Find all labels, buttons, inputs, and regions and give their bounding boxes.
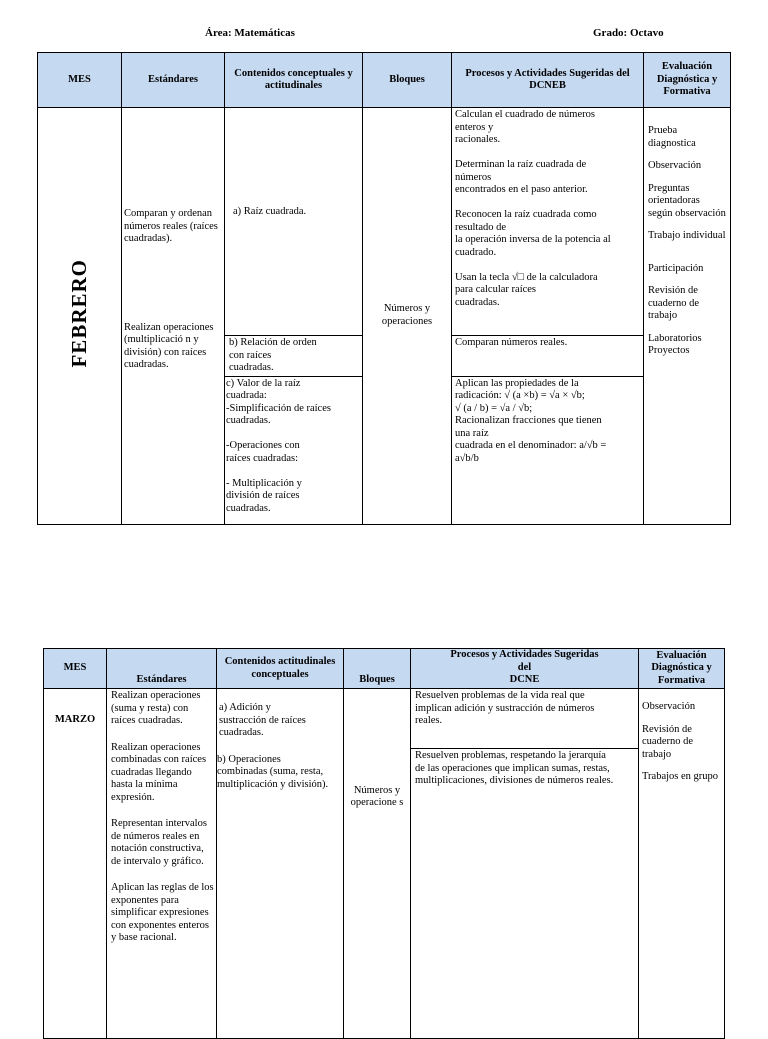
header-evaluacion: Evaluación Diagnóstica y Formativa bbox=[639, 649, 725, 689]
content-item: b) Relación de orden con raíces cuadradas. bbox=[229, 337, 317, 373]
process-item: Calculan el cuadrado de números enteros y racionales. Determinan la raíz cuadrada de números encontrados en el paso anterior. Reconocen la raíz cuadrada como resultado de la operación inversa de la potencia al cuadrado. Usan la tecla √□ de la calculadora para calcular raíces cuadradas. bbox=[455, 109, 611, 308]
month-cell bbox=[38, 108, 122, 525]
header-contenidos: Contenidos conceptuales y actitudinales bbox=[225, 53, 363, 108]
content-cell bbox=[225, 376, 363, 524]
standard-item: Comparan y ordenan números reales (raíces cuadradas). bbox=[124, 208, 218, 244]
header-mes: MES bbox=[38, 53, 122, 108]
block-label: Números y operacione s bbox=[350, 784, 404, 808]
block-cell bbox=[344, 689, 411, 1039]
header-estandares: Estándares bbox=[107, 649, 217, 689]
plan-table-march bbox=[43, 648, 725, 1039]
process-cell bbox=[452, 108, 644, 336]
standard-item: Representan intervalos de números reales en notación constructiva, de intervalo y gráfico. bbox=[111, 818, 207, 867]
standard-item: Aplican las reglas de los exponentes para simplificar expresiones con exponentes enteros y base racional. bbox=[111, 882, 214, 943]
content-item: a) Raíz cuadrada. bbox=[233, 206, 307, 217]
header-procesos: Procesos y Actividades Sugeridas del DCNEB bbox=[452, 53, 644, 108]
content-cell bbox=[225, 108, 363, 336]
process-item: Comparan números reales. bbox=[455, 337, 568, 348]
plan-table-february bbox=[37, 52, 731, 525]
evaluation-item: Observación bbox=[648, 160, 702, 171]
grade-label: Grado: Octavo bbox=[593, 27, 664, 39]
header-procesos: Procesos y Actividades Sugeridas del DCNE bbox=[411, 649, 639, 689]
block-label: Números y operaciones bbox=[381, 303, 433, 327]
process-cell bbox=[411, 689, 639, 749]
content-item: a) Adición y sustracción de raíces cuadradas. bbox=[219, 702, 306, 738]
content-item: b) Operaciones combinadas (suma, resta, multiplicación y división). bbox=[217, 753, 329, 790]
header-bloques: Bloques bbox=[344, 649, 411, 689]
evaluation-item: Trabajo individual bbox=[648, 230, 726, 241]
content-cell bbox=[217, 689, 344, 1039]
standard-item: Realizan operaciones (multiplicació n y división) con raíces cuadradas. bbox=[124, 321, 214, 370]
month-label: MARZO bbox=[54, 713, 96, 725]
block-cell bbox=[363, 108, 452, 525]
month-label: FEBRERO bbox=[67, 259, 92, 368]
process-item: Resuelven problemas de la vida real que implican adición y sustracción de números reales. bbox=[415, 690, 595, 726]
evaluation-item: Prueba diagnostica bbox=[648, 125, 696, 149]
evaluation-item: Observación bbox=[642, 701, 696, 712]
evaluation-item: Participación bbox=[648, 262, 704, 274]
evaluation-item: Laboratorios Proyectos bbox=[648, 332, 702, 356]
evaluation-item: Preguntas orientadoras según observación bbox=[648, 182, 726, 219]
evaluation-item: Revisión de cuaderno de trabajo bbox=[648, 285, 700, 321]
standards-cell bbox=[122, 108, 225, 525]
process-cell bbox=[452, 336, 644, 377]
evaluation-item: Trabajos en grupo bbox=[642, 771, 719, 782]
header-estandares: Estándares bbox=[122, 53, 225, 108]
evaluation-cell bbox=[639, 689, 725, 1039]
header-bloques: Bloques bbox=[363, 53, 452, 108]
process-cell bbox=[411, 749, 639, 1039]
month-cell bbox=[44, 689, 107, 1039]
standards-cell bbox=[107, 689, 217, 1039]
content-item: c) Valor de la raíz cuadrada: -Simplificación de raíces cuadradas. -Operaciones con raíces cuadradas: - Multiplicación y división de raíces cuadradas. bbox=[226, 377, 331, 514]
header-evaluacion: Evaluación Diagnóstica y Formativa bbox=[644, 53, 731, 108]
header-contenidos: Contenidos actitudinales conceptuales bbox=[217, 649, 344, 689]
content-cell bbox=[225, 336, 363, 377]
evaluation-cell bbox=[644, 108, 731, 525]
process-item: Aplican las propiedades de la radicación: √ (a ×b) = √a × √b; √ (a / b) = √a / √b; Racionalizan fracciones que tienen una raíz cuadrada en el denominador: a/√b = a√b/b bbox=[455, 377, 607, 464]
evaluation-item: Revisión de cuaderno de trabajo bbox=[642, 723, 694, 760]
area-label: Área: Matemáticas bbox=[205, 27, 295, 39]
standard-item: Realizan operaciones (suma y resta) con raíces cuadradas. bbox=[111, 690, 201, 726]
header-mes: MES bbox=[44, 649, 107, 689]
process-cell bbox=[452, 376, 644, 524]
standard-item: Realizan operaciones combinadas con raíces cuadradas llegando hasta la mínima expresión. bbox=[111, 741, 207, 803]
process-item: Resuelven problemas, respetando la jerarquía de las operaciones que implican sumas, restas, multiplicaciones, divisiones de números reales. bbox=[415, 750, 614, 786]
